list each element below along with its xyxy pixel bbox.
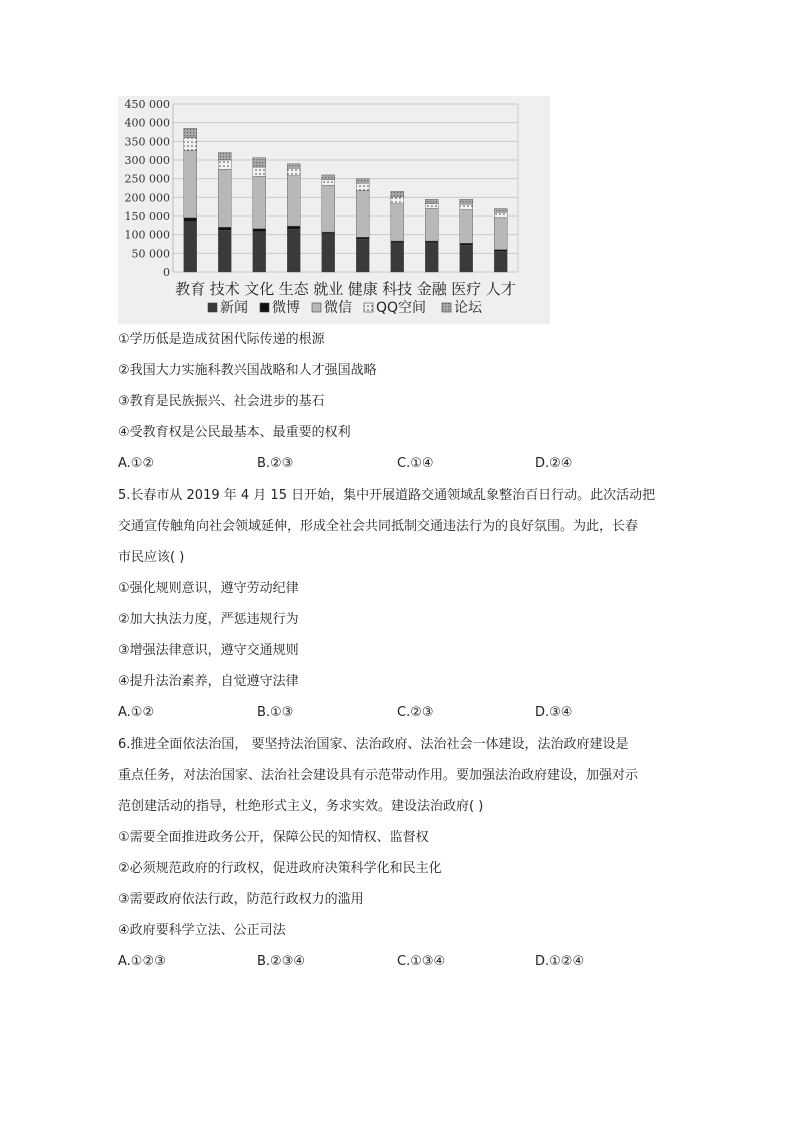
- y-tick-label: 450 000: [124, 98, 170, 111]
- q5-stem-line-1: 5.长春市从 2019 年 4 月 15 日开始，集中开展道路交通领域乱象整治百日行动。此次活动把: [118, 488, 656, 503]
- bar-segment: [460, 210, 473, 244]
- bar-segment: [253, 167, 266, 176]
- q5-statement-2: ②加大执法力度，严惩违规行为: [118, 612, 299, 627]
- bar-segment: [494, 251, 507, 272]
- legend-label: 新闻: [220, 300, 248, 316]
- y-tick-label: 200 000: [124, 191, 170, 205]
- bar-segment: [425, 241, 438, 243]
- legend-swatch: [442, 303, 451, 312]
- q4-option-c[interactable]: C.①④: [397, 456, 434, 471]
- bar-segment: [322, 175, 335, 180]
- x-category-label: 文化: [244, 280, 275, 298]
- bar-segment: [322, 234, 335, 272]
- bar-segment: [322, 180, 335, 186]
- q6-stem-line-3: 范创建活动的指导，杜绝形式主义，务求实效。建设法治政府( ): [118, 799, 484, 814]
- bar-segment: [287, 164, 300, 168]
- bar-segment: [494, 250, 507, 252]
- legend-label: QQ空间: [376, 300, 427, 316]
- legend-label: 论坛: [454, 300, 482, 316]
- legend-swatch: [260, 303, 269, 312]
- q5-statement-4: ④提升法治素养，自觉遵守法律: [118, 674, 299, 689]
- y-tick-label: 100 000: [124, 228, 170, 242]
- q5-option-c[interactable]: C.②③: [397, 705, 434, 720]
- y-tick-label: 400 000: [124, 116, 170, 130]
- q4-statement-2: ②我国大力实施科教兴国战略和人才强国战略: [118, 363, 377, 378]
- x-category-label: 科技: [382, 280, 413, 298]
- bar-segment: [253, 229, 266, 232]
- q6-statement-3: ③需要政府依法行政，防范行政权力的滥用: [118, 892, 364, 907]
- q5-option-a[interactable]: A.①②: [118, 705, 155, 720]
- bar-segment: [391, 243, 404, 272]
- legend-swatch: [312, 303, 321, 312]
- q5-option-b[interactable]: B.①③: [257, 705, 294, 720]
- bar-segment: [391, 191, 404, 197]
- bar-segment: [356, 239, 369, 272]
- bar-segment: [356, 179, 369, 183]
- bar-segment: [322, 185, 335, 232]
- q4-option-a[interactable]: A.①②: [118, 456, 155, 471]
- legend-swatch: [208, 303, 217, 312]
- x-category-label: 人才: [485, 280, 516, 298]
- bar-segment: [494, 209, 507, 213]
- x-category-label: 健康: [347, 280, 378, 298]
- y-tick-label: 150 000: [124, 210, 170, 223]
- bar-segment: [287, 168, 300, 175]
- bar-segment: [184, 151, 197, 218]
- bar-segment: [287, 226, 300, 229]
- bar-segment: [391, 197, 404, 204]
- bar-segment: [218, 160, 231, 169]
- x-category-label: 就业: [313, 280, 344, 298]
- y-tick-label: 0: [163, 266, 170, 279]
- bar-segment: [184, 128, 197, 137]
- q6-option-c[interactable]: C.①③④: [397, 954, 446, 969]
- bar-segment: [218, 230, 231, 272]
- bar-segment: [184, 218, 197, 222]
- x-category-label: 生态: [278, 280, 309, 298]
- bar-segment: [460, 245, 473, 272]
- y-tick-label: 350 000: [124, 135, 170, 149]
- bar-segment: [218, 153, 231, 160]
- q5-stem-line-3: 市民应该( ): [118, 550, 185, 565]
- bar-segment: [218, 227, 231, 230]
- stacked-bar-chart: [118, 96, 550, 324]
- q4-statement-4: ④受教育权是公民最基本、最重要的权利: [118, 425, 351, 440]
- bar-segment: [460, 199, 473, 204]
- bar-segment: [425, 204, 438, 208]
- bar-segment: [184, 138, 197, 151]
- x-category-label: 金融: [416, 280, 447, 298]
- bar-segment: [356, 183, 369, 190]
- legend-swatch: [364, 303, 373, 312]
- q4-statement-1: ①学历低是造成贫困代际传递的根源: [118, 332, 325, 347]
- bar-segment: [494, 212, 507, 218]
- bar-segment: [184, 222, 197, 272]
- bar-segment: [425, 199, 438, 203]
- bar-segment: [425, 243, 438, 272]
- q6-stem-line-2: 重点任务，对法治国家、法治社会建设具有示范带动作用。要加强法治政府建设，加强对示: [118, 768, 639, 783]
- bar-segment: [425, 208, 438, 241]
- bar-segment: [287, 229, 300, 272]
- q6-option-a[interactable]: A.①②③: [118, 954, 166, 969]
- x-category-label: 技术: [209, 280, 240, 298]
- bar-segment: [391, 241, 404, 243]
- bar-segment: [460, 204, 473, 210]
- q5-statement-1: ①强化规则意识，遵守劳动纪律: [118, 581, 299, 596]
- q6-stem-line-1: 6.推进全面依法治国， 要坚持法治国家、法治政府、法治社会一体建设，法治政府建设是: [118, 737, 629, 752]
- q5-option-d[interactable]: D.③④: [535, 705, 573, 720]
- bar-segment: [356, 191, 369, 238]
- y-tick-label: 50 000: [131, 247, 170, 261]
- q6-statement-4: ④政府要科学立法、公正司法: [118, 923, 286, 938]
- bar-segment: [322, 232, 335, 234]
- bar-segment: [494, 218, 507, 250]
- q4-statement-3: ③教育是民族振兴、社会进步的基石: [118, 394, 325, 409]
- q6-statement-2: ②必须规范政府的行政权，促进政府决策科学化和民主化: [118, 861, 442, 876]
- bar-segment: [253, 176, 266, 228]
- bar-segment: [253, 158, 266, 167]
- bar-segment: [287, 176, 300, 226]
- bar-segment: [391, 204, 404, 241]
- q6-statement-1: ①需要全面推进政务公开，保障公民的知情权、监督权: [118, 830, 429, 845]
- q4-option-d[interactable]: D.②④: [535, 456, 573, 471]
- x-category-label: 教育: [175, 280, 206, 298]
- y-tick-label: 250 000: [124, 172, 170, 186]
- q5-stem-line-2: 交通宣传触角向社会领域延伸，形成全社会共同抵制交通违法行为的良好氛围。为此，长春: [118, 519, 639, 534]
- bar-segment: [460, 243, 473, 245]
- q6-option-b[interactable]: B.②③④: [257, 954, 306, 969]
- bar-segment: [218, 169, 231, 227]
- bar-segment: [356, 237, 369, 239]
- bar-segment: [253, 232, 266, 272]
- chart-svg: [118, 96, 550, 324]
- legend-label: 微博: [272, 300, 300, 316]
- x-category-label: 医疗: [451, 280, 482, 298]
- q5-statement-3: ③增强法律意识，遵守交通规则: [118, 643, 299, 658]
- q6-option-d[interactable]: D.①②④: [535, 954, 585, 969]
- y-tick-label: 300 000: [124, 154, 170, 167]
- legend-label: 微信: [324, 300, 352, 316]
- q4-option-b[interactable]: B.②③: [257, 456, 294, 471]
